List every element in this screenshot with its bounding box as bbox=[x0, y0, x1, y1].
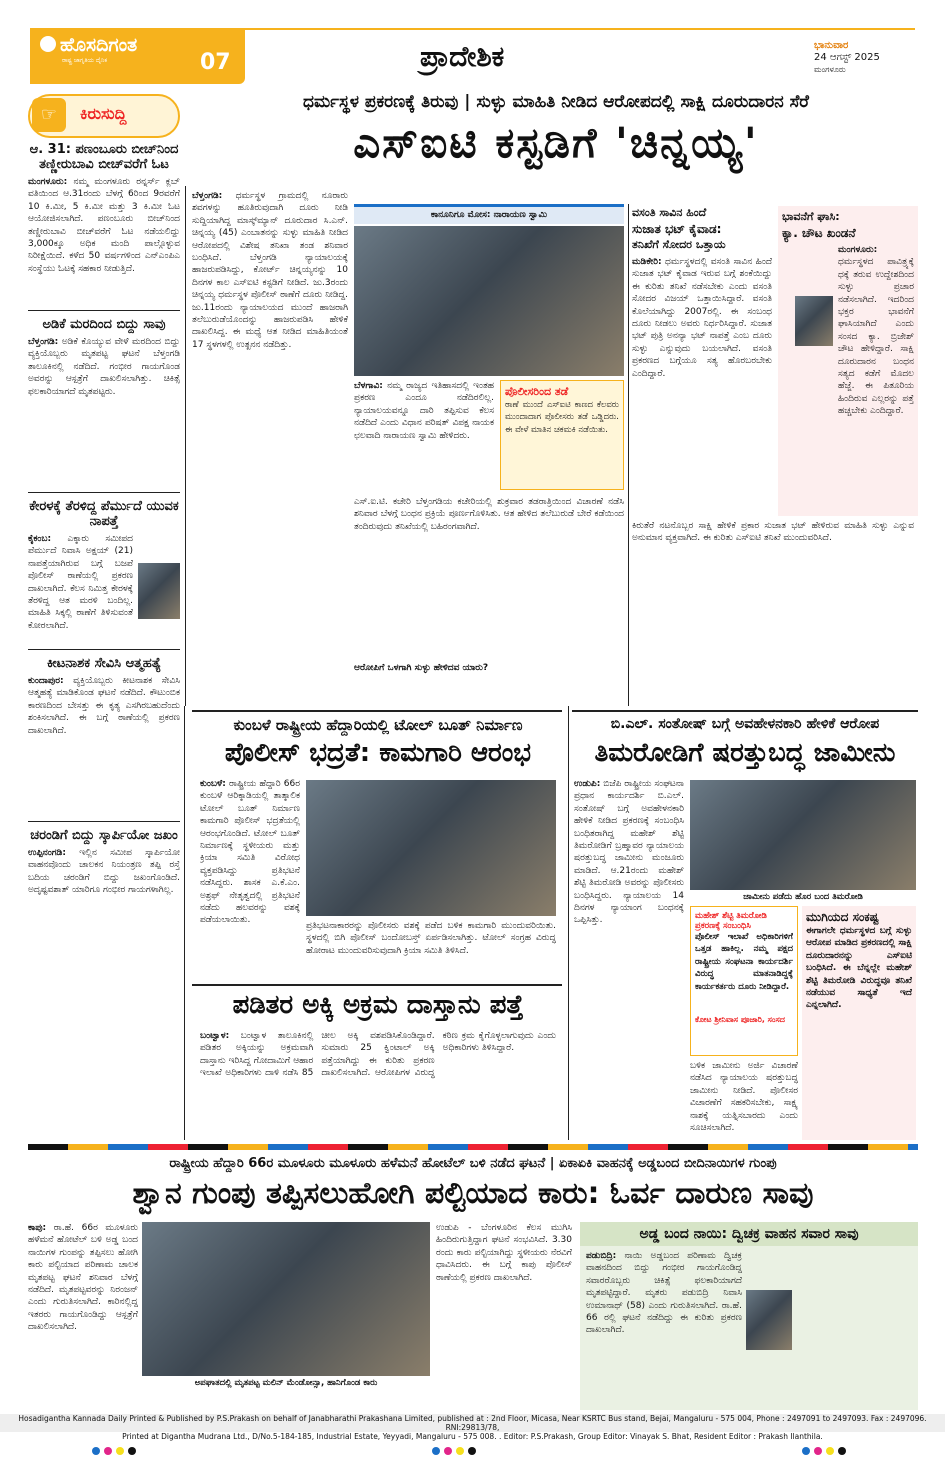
police-box-body: ಠಾಣೆ ಮುಂದೆ ಎಸ್ಐಟಿ ಕಾಣದ ಕೆಲವರು ಮುಂದಾದಾಗ ಪೊಲೀಸರು ತಡೆ ಒಡ್ಡಿದರು. ಈ ವೇಳೆ ಮಾತಿನ ಚಕಮಕಿ ನಡೆಯಿತು. bbox=[505, 400, 619, 435]
brief-headline: ಕೇರಳಕ್ಕೆ ತೆರಳಿದ್ದ ಪೆರ್ಮುದೆ ಯುವಕ ನಾಪತ್ತೆ bbox=[29, 499, 179, 529]
toll-byline: ಕುಂಬಳೆ: bbox=[200, 779, 226, 789]
kirusuddi-label: ಕಿರುಸುದ್ದಿ bbox=[80, 104, 127, 123]
rice-text: ಬಂಟ್ವಾಳ ತಾಲೂಕಿನಲ್ಲಿ ಪಡಿತರ ಅಕ್ಕಿಯನ್ನು ಅಕ್ರಮವಾಗಿ ದಾಸ್ತಾನು ಇರಿಸಿದ್ದ ಗೋದಾಮಿಗೆ ಆಹಾರ ಇಲಾಖೆ ಅಧಿಕಾರಿಗಳು ದಾಳಿ ನಡೆಸಿ 85 ಚೀಲ ಅಕ್ಕಿ ವಶಪಡಿಸಿಕೊಂಡಿದ್ದಾರೆ. ಸುಮಾರು 25 ಕ್ವಿಂಟಾಲ್ ಅಕ್ಕಿ ಪತ್ತೆಯಾಗಿದ್ದು ಈ ಕುರಿತು ಪ್ರಕರಣ ದಾಖಲಿಸಲಾಗಿದೆ. ಆರೋಪಿಗಳ ವಿರುದ್ಧ ಕಠಿಣ ಕ್ರಮ ಕೈಗೊಳ್ಳಲಾಗುವುದು ಎಂದು ಅಧಿಕಾರಿಗಳು ತಿಳಿಸಿದ್ದಾರೆ. bbox=[200, 1031, 556, 1079]
page-number: 07 bbox=[200, 50, 231, 75]
quote-box bbox=[690, 906, 798, 1056]
crash-byline: ಕಾಪು: bbox=[28, 1223, 47, 1233]
lead-photo-text: ನಮ್ಮ ರಾಜ್ಯದ ಇತಿಹಾಸದಲ್ಲಿ ಇಂತಹ ಪ್ರಕರಣ ಎಂದೂ ನಡೆದಿರಲಿಲ್ಲ. ನ್ಯಾಯಾಲಯವನ್ನೂ ದಾರಿ ತಪ್ಪಿಸುವ ಕೆಲಸ ನಡೆದಿದೆ ಎಂದು ವಿಧಾನ ಪರಿಷತ್ ವಿಪಕ್ಷ ನಾಯಕ ಛಲವಾದಿ ನಾರಾಯಣ ಸ್ವಾಮಿ ಹೇಳಿದರು. bbox=[354, 381, 494, 441]
lead-photo-caption-bar bbox=[354, 204, 624, 224]
logo-emblem-icon bbox=[40, 36, 56, 52]
section-rule bbox=[192, 984, 562, 986]
sujatha-body2: ಕಿರುತೆರೆ ನಟನೊಬ್ಬರ ಸಾಕ್ಷಿ ಹೇಳಿಕೆ ಪ್ರಕಾರ ಸುಜಾತ ಭಟ್ ಹೇಳಿರುವ ಮಾಹಿತಿ ಸುಳ್ಳು ಎನ್ನುವ ಅನುಮಾನ ವ್ಯಕ್ತವಾಗಿದೆ. ಈ ಕುರಿತು ಎಸ್ಐಟಿ ತನಿಖೆ ಮುಂದುವರಿಸಿದೆ. bbox=[632, 521, 914, 544]
dog-story-head: ಅಡ್ಡ ಬಂದ ನಾಯಿ: ದ್ವಿಚಕ್ರ ವಾಹನ ಸವಾರ ಸಾವು bbox=[580, 1222, 918, 1246]
black-dot-icon bbox=[468, 1447, 476, 1455]
brief-body bbox=[28, 176, 180, 304]
black-dot-icon bbox=[838, 1447, 846, 1455]
timarodi-photo bbox=[690, 780, 916, 890]
divider bbox=[28, 492, 180, 493]
brief-body bbox=[28, 336, 180, 486]
briefs-column bbox=[28, 142, 180, 929]
brief-headline: ಚರಂಡಿಗೆ ಬಿದ್ದು ಸ್ಕಾರ್ಪಿಯೋ ಜಖಂ bbox=[30, 828, 178, 843]
yellow-dot-icon bbox=[456, 1447, 464, 1455]
missing-youth-photo bbox=[138, 563, 180, 619]
dog-story-body bbox=[586, 1250, 742, 1406]
brief-with-photo bbox=[28, 533, 180, 643]
timarodi-byline: ಉಡುಪಿ: bbox=[574, 779, 601, 789]
brief-body bbox=[28, 533, 133, 643]
dog-story-byline: ಪಡುಬಿದ್ರಿ: bbox=[586, 1251, 617, 1261]
brief-text: ನಮ್ಮ ಮಂಗಳೂರು ರನ್ನರ್ಸ್ ಕ್ಲಬ್ ವತಿಯಿಂದ ಆ.31ರಂದು ಬೆಳಗ್ಗೆ 6ರಿಂದ 9ರವರೆಗೆ 10 ಕಿ.ಮೀ, 5 ಕಿ.ಮೀ ಮತ್ತು 3 ಕಿ.ಮೀ ಓಟ ಆಯೋಜಿಸಲಾಗಿದೆ. ಪಣಂಬೂರು ಬೀಚ್‌ನಿಂದ ತಣ್ಣೀರುಬಾವಿ ಬೀಚ್‌ವರೆಗೆ ಓಟ ನಡೆಯಲಿದ್ದು 3,000ಕ್ಕೂ ಅಧಿಕ ಮಂದಿ ಪಾಲ್ಗೊಳ್ಳುವ ನಿರೀಕ್ಷೆಯಿದೆ. ಕಳೆದ 50 ವರ್ಷಗಳಿಂದ ಎನ್ಎಂಪಿಎ ಸಂಸ್ಥೆಯು ಓಟಕ್ಕೆ ಸಹಕಾರ ನೀಡುತ್ತಿದೆ. bbox=[28, 177, 180, 274]
sujatha-byline: ಮಡಿಕೇರಿ: bbox=[632, 257, 662, 267]
police-box bbox=[500, 380, 624, 490]
lead-body-col1 bbox=[192, 190, 348, 710]
crash-headline: ಶ್ವಾನ ಗುಂಪು ತಪ್ಪಿಸಲುಹೋಗಿ ಪಲ್ಟಿಯಾದ ಕಾರು: ಓರ್ವ ದಾರುಣ ಸಾವು bbox=[132, 1176, 814, 1211]
cyan-dot-icon bbox=[802, 1447, 810, 1455]
section-rule bbox=[572, 710, 918, 712]
timarodi-photo-caption: ಜಾಮೀನು ಪಡೆದು ಹೊರ ಬಂದ ತಿಮರೋಡಿ bbox=[743, 892, 863, 902]
divider bbox=[28, 821, 180, 822]
crash-photo-caption: ಅಪಘಾತದಲ್ಲಿ ಮೃತಪಟ್ಟ ಮಲಿನ್ ಮೆಂಡೋನ್ಸಾ, ಹಾನಿಗೊಂಡ ಕಾರು bbox=[194, 1378, 378, 1388]
brief-byline: ಉಪ್ಪಿನಂಗಡಿ: bbox=[28, 848, 66, 858]
toll-kicker: ಕುಂಬಳೆ ರಾಷ್ಟ್ರೀಯ ಹೆದ್ದಾರಿಯಲ್ಲಿ ಟೋಲ್ ಬೂತ್ ನಿರ್ಮಾಣ bbox=[233, 716, 523, 734]
paper-tagline: ರಾಷ್ಟ್ರ ಜಾಗೃತಿಯ ದೈನಿಕ bbox=[62, 57, 108, 64]
timarodi-headline: ತಿಮರೋಡಿಗೆ ಷರತ್ತುಬದ್ಧ ಜಾಮೀನು bbox=[594, 738, 896, 768]
section-rule bbox=[192, 710, 562, 712]
bhavana-head2: ಕ್ಯಾ. ಚೌಟ ಖಂಡನೆ bbox=[782, 226, 856, 240]
rice-body bbox=[200, 1030, 556, 1140]
brief-headline: ಅಡಿಕೆ ಮರದಿಂದ ಬಿದ್ದು ಸಾವು bbox=[42, 317, 166, 332]
victim-portrait-photo bbox=[746, 1290, 792, 1350]
police-box-head: ಪೊಲೀಸರಿಂದ ತಡೆ bbox=[505, 385, 569, 398]
toll-headline: ಪೊಲೀಸ್ ಭದ್ರತೆ: ಕಾಮಗಾರಿ ಆರಂಭ bbox=[224, 738, 532, 768]
crash-body2: ಉಡುಪಿ - ಬೆಂಗಳೂರಿನ ಕೆಲಸ ಮುಗಿಸಿ ಹಿಂದಿರುಗುತ್ತಿದ್ದಾಗ ಘಟನೆ ಸಂಭವಿಸಿದೆ. 3.30 ರಂದು ಕಾರು ಪಲ್ಟಿಯಾಗಿದ್ದು ಸ್ಥಳೀಯರು ನೆರವಿಗೆ ಧಾವಿಸಿದರು. ಈ ಬಗ್ಗೆ ಕಾಪು ಪೊಲೀಸ್ ಠಾಣೆಯಲ್ಲಿ ಪ್ರಕರಣ ದಾಖಲಾಗಿದೆ. bbox=[436, 1223, 572, 1283]
lead-photo bbox=[354, 226, 624, 376]
bhavana-head1: ಭಾವನೆಗೆ ಘಾಸಿ: bbox=[782, 210, 840, 223]
quote-text: ಪೊಲೀಸ್ ಇಲಾಖೆ ಅಧಿಕಾರಿಗಳಿಗೆ ಒತ್ತಡ ಹಾಕಿಲ್ಲ. ನಮ್ಮ ಪಕ್ಷದ ರಾಷ್ಟ್ರೀಯ ಸಂಘಟನಾ ಕಾರ್ಯದರ್ಶಿ ವಿರುದ್ಧ ಮಾತನಾಡಿದ್ದಕ್ಕೆ ಕಾರ್ಯಕರ್ತರು ದೂರು ನೀಡಿದ್ದಾರೆ. bbox=[695, 932, 793, 992]
sankashta-body: ಈಗಾಗಲೇ ಧರ್ಮಸ್ಥಳದ ಬಗ್ಗೆ ಸುಳ್ಳು ಆರೋಪ ಮಾಡಿದ ಪ್ರಕರಣದಲ್ಲಿ ಸಾಕ್ಷಿ ದೂರುದಾರನನ್ನು ಎಸ್ಐಟಿ ಬಂಧಿಸಿದೆ. ಈ ಬೆನ್ನಲ್ಲೇ ಮಹೇಶ್ ಶೆಟ್ಟಿ ತಿಮರೋಡಿ ವಿರುದ್ಧವೂ ತನಿಖೆ ನಡೆಯುವ ಸಾಧ್ಯತೆ ಇದೆ ಎನ್ನಲಾಗಿದೆ. bbox=[806, 926, 912, 1011]
black-dot-icon bbox=[128, 1447, 136, 1455]
lead-photo-story bbox=[354, 380, 494, 490]
brief-byline: ಕುಂದಾಪುರ: bbox=[28, 676, 64, 686]
timarodi-body bbox=[574, 778, 684, 1138]
rice-headline: ಪಡಿತರ ಅಕ್ಕಿ ಅಕ್ರಮ ದಾಸ್ತಾನು ಪತ್ತೆ bbox=[232, 990, 524, 1020]
hand-point-icon: ☞ bbox=[32, 98, 66, 132]
timarodi-kicker: ಬಿ.ಎಲ್. ಸಂತೋಷ್ ಬಗ್ಗೆ ಅವಹೇಳನಕಾರಿ ಹೇಳಿಕೆ ಆರೋಪ bbox=[610, 716, 880, 732]
crash-text: ರಾ.ಹೆ. 66ರ ಮೂಳೂರು ಹಳೆಮನೆ ಹೋಟೆಲ್ ಬಳಿ ಅಡ್ಡ ಬಂದ ನಾಯಿಗಳ ಗುಂಪನ್ನು ತಪ್ಪಿಸಲು ಹೋಗಿ ಕಾರು ಪಲ್ಟಿಯಾದ ಪರಿಣಾಮ ಚಾಲಕ ಮೃತಪಟ್ಟ ಘಟನೆ ಶನಿವಾರ ಬೆಳಗ್ಗೆ ನಡೆದಿದೆ. ಮೃತಪಟ್ಟವರನ್ನು ನಿರಂಜನ್ ಎಂದು ಗುರುತಿಸಲಾಗಿದೆ. ಕಾರಿನಲ್ಲಿದ್ದ ಇತರರು ಗಾಯಗೊಂಡಿದ್ದು ಆಸ್ಪತ್ರೆಗೆ ದಾಖಲಿಸಲಾಗಿದೆ. bbox=[28, 1223, 138, 1333]
sujatha-kicker: ವಸಂತಿ ಸಾವಿನ ಹಿಂದೆ bbox=[632, 206, 707, 219]
sankashta-box bbox=[802, 906, 916, 1140]
brief-body bbox=[28, 847, 180, 929]
rice-byline: ಬಂಟ್ವಾಳ: bbox=[200, 1031, 230, 1041]
dateline-day: ಭಾನುವಾರ bbox=[814, 40, 849, 51]
brief-text: ವ್ಯಕ್ತಿಯೊಬ್ಬರು ಕೀಟನಾಶಕ ಸೇವಿಸಿ ಆತ್ಮಹತ್ಯೆ ಮಾಡಿಕೊಂಡ ಘಟನೆ ನಡೆದಿದೆ. ಕೌಟುಂಬಿಕ ಕಾರಣದಿಂದ ಬೇಸತ್ತು ಈ ಕೃತ್ಯ ಎಸಗಿರಬಹುದೆಂದು ಶಂಕಿಸಲಾಗಿದೆ. ಈ ಬಗ್ಗೆ ಠಾಣೆಯಲ್ಲಿ ಪ್ರಕರಣ ದಾಖಲಾಗಿದೆ. bbox=[28, 676, 180, 736]
lead-photo-byline: ಬೆಳಗಾವಿ: bbox=[354, 381, 383, 391]
brief-byline: ಕೈಕಂಬ: bbox=[28, 534, 52, 544]
section-title: ಪ್ರಾದೇಶಿಕ bbox=[420, 40, 505, 73]
timarodi-body2: ಬಳಿಕ ಜಾಮೀನು ಅರ್ಜಿ ವಿಚಾರಣೆ ನಡೆಸಿದ ನ್ಯಾಯಾಲಯ ಷರತ್ತುಬದ್ಧ ಜಾಮೀನು ನೀಡಿದೆ. ಪೊಲೀಸರ ವಿಚಾರಣೆಗೆ ಸಹಕರಿಸಬೇಕು, ಸಾಕ್ಷ್ಯ ನಾಶಕ್ಕೆ ಯತ್ನಿಸಬಾರದು ಎಂದು ಸೂಚಿಸಲಾಗಿದೆ. bbox=[690, 1061, 798, 1134]
magenta-dot-icon bbox=[444, 1447, 452, 1455]
crash-car-photo bbox=[142, 1222, 430, 1376]
yellow-dot-icon bbox=[826, 1447, 834, 1455]
lead-question: ಆರೋಪಿಗೆ ಒಳಗಾಗಿ ಸುಳ್ಳು ಹೇಳಿದವ ಯಾರು? bbox=[354, 663, 489, 673]
dateline-date: 24 ಆಗಸ್ಟ್ 2025 bbox=[814, 52, 880, 63]
brief-text: ಇಲ್ಲಿನ ಸಮೀಪ ಸ್ಕಾರ್ಪಿಯೋ ವಾಹನವೊಂದು ಚಾಲಕನ ನಿಯಂತ್ರಣ ತಪ್ಪಿ ರಸ್ತೆ ಬದಿಯ ಚರಂಡಿಗೆ ಬಿದ್ದು ಜಖಂಗೊಂಡಿದೆ. ಅದೃಷ್ಟವಶಾತ್ ಯಾರಿಗೂ ಗಂಭೀರ ಗಾಯಗಳಾಗಿಲ್ಲ. bbox=[28, 848, 180, 896]
quote-author: ಕೋಟ ಶ್ರೀನಿವಾಸ ಪೂಜಾರಿ, ಸಂಸದ bbox=[695, 1015, 785, 1024]
cyan-dot-icon bbox=[92, 1447, 100, 1455]
imprint-line1: Hosadigantha Kannada Daily Printed & Published by P.S.Prakash on behalf of Janabharathi Prakashana Limited, published at : 2nd Floor, Micasa, Near KSRTC Bus stand, Bejai, Mangaluru - 575 004, Phone : 2497091 to 2497093. Fax : 2497096. RNI:29813/78, bbox=[18, 1414, 927, 1432]
toll-text: ರಾಷ್ಟ್ರೀಯ ಹೆದ್ದಾರಿ 66ರ ಕುಂಬಳೆ ಆರಿಕ್ಕಾಡಿಯಲ್ಲಿ ತಾತ್ಕಾಲಿಕ ಟೋಲ್ ಬೂತ್ ನಿರ್ಮಾಣ ಕಾಮಗಾರಿ ಪೊಲೀಸ್ ಭದ್ರತೆಯಲ್ಲಿ ಆರಂಭಗೊಂಡಿದೆ. ಟೋಲ್ ಬೂತ್ ನಿರ್ಮಾಣಕ್ಕೆ ಸ್ಥಳೀಯರು ಮತ್ತು ಕ್ರಿಯಾ ಸಮಿತಿ ವಿರೋಧ ವ್ಯಕ್ತಪಡಿಸಿದ್ದು ಪ್ರತಿಭಟನೆ ನಡೆಸಿದ್ದರು. ಶಾಸಕ ಎ.ಕೆ.ಎಂ. ಅಶ್ರಫ್ ನೇತೃತ್ವದಲ್ಲಿ ಪ್ರತಿಭಟನೆ ನಡೆದು ಹಲವರನ್ನು ವಶಕ್ಕೆ ಪಡೆಯಲಾಯಿತು. bbox=[200, 779, 300, 926]
magenta-dot-icon bbox=[104, 1447, 112, 1455]
lead-byline: ಬೆಳ್ತಂಗಡಿ: bbox=[192, 191, 223, 201]
sujatha-body bbox=[632, 256, 772, 516]
yellow-dot-icon bbox=[116, 1447, 124, 1455]
divider bbox=[28, 649, 180, 650]
lead-body-col2: ಎಸ್.ಐ.ಟಿ. ಕಚೇರಿ ಬೆಳ್ತಂಗಡಿಯ ಕಚೇರಿಯಲ್ಲಿ ಶುಕ್ರವಾರ ತಡರಾತ್ರಿಯಿಂದ ವಿಚಾರಣೆ ನಡೆಸಿ ಶನಿವಾರ ಬೆಳಗ್ಗೆ ಬಂಧನ ಪ್ರಕ್ರಿಯೆ ಪೂರ್ಣಗೊಳಿಸಿತು. ಆತ ಹೇಳಿದ ತಲೆಬುರುಡೆ ಬೇರೆ ಕಡೆಯಿಂದ ತಂದಿರುವುದು ತನಿಖೆಯಲ್ಲಿ ಬಹಿರಂಗವಾಗಿದೆ. bbox=[354, 497, 624, 532]
divider bbox=[28, 310, 180, 311]
sujatha-head2: ತನಿಖೆಗೆ ಸೋದರ ಒತ್ತಾಯ bbox=[632, 238, 726, 251]
brief-text: ಅಡಿಕೆ ಕೊಯ್ಯುವ ವೇಳೆ ಮರದಿಂದ ಬಿದ್ದು ವ್ಯಕ್ತಿಯೊಬ್ಬರು ಮೃತಪಟ್ಟ ಘಟನೆ ಬೆಳ್ತಂಗಡಿ ತಾಲೂಕಿನಲ್ಲಿ ನಡೆದಿದೆ. ಗಂಭೀರ ಗಾಯಗೊಂಡ ಅವರನ್ನು ಆಸ್ಪತ್ರೆಗೆ ದಾಖಲಿಸಲಾಗಿತ್ತು. ಚಿಕಿತ್ಸೆ ಫಲಕಾರಿಯಾಗದೆ ಮೃತಪಟ್ಟರು. bbox=[28, 337, 180, 397]
crash-body bbox=[28, 1222, 138, 1410]
brief-headline: ಕೀಟನಾಶಕ ಸೇವಿಸಿ ಆತ್ಮಹತ್ಯೆ bbox=[46, 656, 162, 671]
column-divider bbox=[185, 186, 186, 706]
lead-text: ಧರ್ಮಸ್ಥಳ ಗ್ರಾಮದಲ್ಲಿ ನೂರಾರು ಶವಗಳನ್ನು ಹೂತಿರುವುದಾಗಿ ದೂರು ನೀಡಿ ಸುದ್ದಿಯಾಗಿದ್ದ ಮಾಸ್ಕ್‌ಮ್ಯಾನ್ ದೂರುದಾರ ಸಿ.ಎನ್. ಚಿನ್ನಯ್ಯ (45) ಎಂಬಾತನನ್ನು ಸುಳ್ಳು ಮಾಹಿತಿ ನೀಡಿದ ಆರೋಪದಲ್ಲಿ ವಿಶೇಷ ತನಿಖಾ ತಂಡ ಶನಿವಾರ ಬಂಧಿಸಿದೆ. ಬೆಳ್ತಂಗಡಿ ನ್ಯಾಯಾಲಯಕ್ಕೆ ಹಾಜರುಪಡಿಸಿದ್ದು, ಕೋರ್ಟ್ ಚಿನ್ನಯ್ಯನನ್ನು 10 ದಿನಗಳ ಕಾಲ ಎಸ್ಐಟಿ ಕಸ್ಟಡಿಗೆ ನೀಡಿದೆ. ಜು.3ರಂದು ಚಿನ್ನಯ್ಯ ಧರ್ಮಸ್ಥಳ ಪೊಲೀಸ್ ಠಾಣೆಗೆ ದೂರು ನೀಡಿದ್ದ. ಜು.11ರಂದು ನ್ಯಾಯಾಲಯದ ಮುಂದೆ ಹಾಜರಾಗಿ ತಲೆಬುರುಡೆಯೊಂದನ್ನು ಹಾಜರುಪಡಿಸಿ ಹೇಳಿಕೆ ದಾಖಲಿಸಿದ್ದ. ಈ ಮಧ್ಯೆ ಆತ ನೀಡಿದ ಮಾಹಿತಿಯಂತೆ 17 ಸ್ಥಳಗಳಲ್ಲಿ ಉತ್ಖನನ ನಡೆದಿತ್ತು. bbox=[192, 191, 348, 350]
section-stripe bbox=[28, 1144, 918, 1150]
magenta-dot-icon bbox=[814, 1447, 822, 1455]
column-divider bbox=[568, 706, 569, 1140]
brief-byline: ಮಂಗಳೂರು: bbox=[28, 177, 68, 187]
lead-kicker: ಧರ್ಮಸ್ಥಳ ಪ್ರಕರಣಕ್ಕೆ ತಿರುವು | ಸುಳ್ಳು ಮಾಹಿತಿ ನೀಡಿದ ಆರೋಪದಲ್ಲಿ ಸಾಕ್ಷಿ ದೂರುದಾರನ ಸೆರೆ bbox=[303, 92, 809, 112]
masthead bbox=[0, 0, 945, 92]
toll-body bbox=[200, 778, 300, 978]
crash-kicker: ರಾಷ್ಟ್ರೀಯ ಹೆದ್ದಾರಿ 66ರ ಮೂಳೂರು ಮೂಳೂರು ಹಳೆಮನೆ ಹೋಟೆಲ್ ಬಳಿ ನಡೆದ ಘಟನೆ | ಏಕಾಏಕಿ ವಾಹನಕ್ಕೆ ಅಡ್ಡಬಂದ ಬೀದಿನಾಯಿಗಳ ಗುಂಪು bbox=[169, 1156, 777, 1171]
cyan-dot-icon bbox=[432, 1447, 440, 1455]
imprint-footer bbox=[0, 1414, 945, 1441]
brief-body bbox=[28, 675, 180, 815]
column-divider bbox=[184, 706, 185, 1140]
registration-marks-center bbox=[430, 1440, 478, 1459]
dateline bbox=[814, 40, 880, 76]
toll-body2: ಪ್ರತಿಭಟನಾಕಾರರನ್ನು ಪೊಲೀಸರು ವಶಕ್ಕೆ ಪಡೆದ ಬಳಿಕ ಕಾಮಗಾರಿ ಮುಂದುವರಿಯಿತು. ಸ್ಥಳದಲ್ಲಿ ಬಿಗಿ ಪೊಲೀಸ್ ಬಂದೋಬಸ್ತ್ ಏರ್ಪಡಿಸಲಾಗಿತ್ತು. ಟೋಲ್ ಸಂಗ್ರಹ ವಿರುದ್ಧ ಹೋರಾಟ ಮುಂದುವರಿಸುವುದಾಗಿ ಕ್ರಿಯಾ ಸಮಿತಿ ತಿಳಿಸಿದೆ. bbox=[306, 921, 556, 956]
bhavana-body bbox=[782, 244, 914, 512]
brief-headline: ಆ. 31: ಪಣಂಬೂರು ಬೀಚ್‌ನಿಂದ ತಣ್ಣೀರುಬಾವಿ ಬೀಚ್‌ವರೆಗೆ ಓಟ bbox=[29, 142, 179, 172]
paper-name: ಹೊಸದಿಗಂತ bbox=[60, 34, 138, 56]
sujatha-head1: ಸುಜಾತ ಭಟ್ ಕೈವಾಡ: bbox=[632, 222, 722, 236]
bhavana-text: ಧರ್ಮಸ್ಥಳದ ಪಾವಿತ್ರ್ಯಕ್ಕೆ ಧಕ್ಕೆ ತರುವ ಉದ್ದೇಶದಿಂದ ಸುಳ್ಳು ಪ್ರಚಾರ ನಡೆಸಲಾಗಿದೆ. ಇದರಿಂದ ಭಕ್ತರ ಭಾವನೆಗೆ ಘಾಸಿಯಾಗಿದೆ ಎಂದು ಸಂಸದ ಕ್ಯಾ. ಬ್ರಿಜೇಶ್ ಚೌಟ ಹೇಳಿದ್ದಾರೆ. ಸಾಕ್ಷಿ ದೂರುದಾರನ ಬಂಧನ ಸತ್ಯದ ಕಡೆಗೆ ಮೊದಲ ಹೆಜ್ಜೆ. ಈ ಪಿತೂರಿಯ ಹಿಂದಿರುವ ಎಲ್ಲರನ್ನು ಪತ್ತೆ ಹಚ್ಚಬೇಕು ಎಂದಿದ್ದಾರೆ. bbox=[838, 257, 914, 417]
lead-photo-caption: ಕಾನೂನಿಗೂ ಮೋಸ: ನಾರಾಯಣ ಸ್ವಾಮಿ bbox=[430, 210, 548, 220]
lead-headline: ಎಸ್ಐಟಿ ಕಸ್ಟಡಿಗೆ 'ಚಿನ್ನಯ್ಯ' bbox=[353, 118, 759, 167]
column-divider bbox=[628, 204, 629, 706]
dateline-city: ಮಂಗಳೂರು bbox=[814, 65, 846, 74]
registration-marks-left bbox=[90, 1440, 138, 1459]
bhavana-byline: ಮಂಗಳೂರು: bbox=[838, 245, 878, 255]
timarodi-text: ಬಿಜೆಪಿ ರಾಷ್ಟ್ರೀಯ ಸಂಘಟನಾ ಪ್ರಧಾನ ಕಾರ್ಯದರ್ಶಿ ಬಿ.ಎಲ್. ಸಂತೋಷ್ ಬಗ್ಗೆ ಅವಹೇಳನಕಾರಿ ಹೇಳಿಕೆ ನೀಡಿದ ಪ್ರಕರಣಕ್ಕೆ ಸಂಬಂಧಿಸಿ ಬಂಧಿತರಾಗಿದ್ದ ಮಹೇಶ್ ಶೆಟ್ಟಿ ತಿಮರೋಡಿಗೆ ಬ್ರಹ್ಮಾವರ ನ್ಯಾಯಾಲಯ ಷರತ್ತುಬದ್ಧ ಜಾಮೀನು ಮಂಜೂರು ಮಾಡಿದೆ. ಆ.21ರಂದು ಮಹೇಶ್ ಶೆಟ್ಟಿ ತಿಮರೋಡಿ ಅವರನ್ನು ಪೊಲೀಸರು ಬಂಧಿಸಿದ್ದರು. ನ್ಯಾಯಾಲಯ 14 ದಿನಗಳ ನ್ಯಾಯಾಂಗ ಬಂಧನಕ್ಕೆ ಒಪ್ಪಿಸಿತ್ತು. bbox=[574, 779, 684, 926]
dog-story-text: ನಾಯಿ ಅಡ್ಡಬಂದ ಪರಿಣಾಮ ದ್ವಿಚಕ್ರ ವಾಹನದಿಂದ ಬಿದ್ದು ಗಂಭೀರ ಗಾಯಗೊಂಡಿದ್ದ ಸವಾರರೊಬ್ಬರು ಚಿಕಿತ್ಸೆ ಫಲಕಾರಿಯಾಗದೆ ಮೃತಪಟ್ಟಿದ್ದಾರೆ. ಮೃತರು ಪಡುಬಿದ್ರಿ ನಿವಾಸಿ ಉಮಾನಾಥ್ (58) ಎಂದು ಗುರುತಿಸಲಾಗಿದೆ. ರಾ.ಹೆ. 66 ರಲ್ಲಿ ಘಟನೆ ನಡೆದಿದ್ದು ಈ ಕುರಿತು ಪ್ರಕರಣ ದಾಖಲಾಗಿದೆ. bbox=[586, 1251, 742, 1336]
brief-byline: ಬೆಳ್ತಂಗಡಿ: bbox=[28, 337, 59, 347]
registration-marks-right bbox=[800, 1440, 848, 1459]
sankashta-head: ಮುಗಿಯದ ಸಂಕಷ್ಟ bbox=[806, 910, 879, 924]
toll-photo bbox=[306, 780, 556, 916]
sujatha-text: ಧರ್ಮಸ್ಥಳದಲ್ಲಿ ವಸಂತಿ ಸಾವಿನ ಹಿಂದೆ ಸುಜಾತ ಭಟ್ ಕೈವಾಡ ಇರುವ ಬಗ್ಗೆ ಶಂಕೆಯಿದ್ದು ಈ ಕುರಿತು ತನಿಖೆ ನಡೆಸಬೇಕು ಎಂದು ವಸಂತಿ ಸೋದರ ವಿಜಯ್ ಒತ್ತಾಯಿಸಿದ್ದಾರೆ. ವಸಂತಿ ಕೊಲೆಯಾಗಿದ್ದು 2007ರಲ್ಲಿ. ಈ ಸಂಬಂಧ ದೂರು ನೀಡಲು ಅವರು ನಿರ್ಧರಿಸಿದ್ದಾರೆ. ಸುಜಾತ ಭಟ್ ಪುತ್ರಿ ಅನನ್ಯಾ ಭಟ್ ನಾಪತ್ತೆ ಎಂಬ ದೂರು ಸುಳ್ಳು ಎನ್ನುವುದು ಬಯಲಾಗಿದೆ. ವಸಂತಿ ಪ್ರಕರಣದ ಬಗ್ಗೆಯೂ ಸತ್ಯ ಹೊರಬರಬೇಕು ಎಂದಿದ್ದಾರೆ. bbox=[632, 257, 772, 379]
imprint-line2: Printed at Digantha Mudrana Ltd., D/No.5-184-185, Industrial Estate, Yeyyadi, Mangaluru - 575 008. . Editor: P.S.Prakash, Group Editor: Vinayak S. Bhat, Resident Editor : Prakash Ilanthila. bbox=[122, 1432, 823, 1441]
quote-head: ಮಹೇಶ್ ಶೆಟ್ಟಿ ತಿಮರೋಡಿ ಪ್ರಕರಣಕ್ಕೆ ಸಂಬಂಧಿಸಿ bbox=[695, 911, 767, 931]
brief-text: ಎಕ್ಕಾರು ಸಮೀಪದ ಪೆರ್ಮುದೆ ನಿವಾಸಿ ಅಕ್ಷಯ್ (21) ನಾಪತ್ತೆಯಾಗಿರುವ ಬಗ್ಗೆ ಬಜಪೆ ಪೊಲೀಸ್ ಠಾಣೆಯಲ್ಲಿ ಪ್ರಕರಣ ದಾಖಲಾಗಿದೆ. ಕೆಲಸ ನಿಮಿತ್ತ ಕೇರಳಕ್ಕೆ ತೆರಳಿದ್ದ ಆತ ಮರಳಿ ಬಂದಿಲ್ಲ. ಮಾಹಿತಿ ಸಿಕ್ಕಲ್ಲಿ ಠಾಣೆಗೆ ತಿಳಿಸುವಂತೆ ಕೋರಲಾಗಿದೆ. bbox=[28, 534, 133, 631]
